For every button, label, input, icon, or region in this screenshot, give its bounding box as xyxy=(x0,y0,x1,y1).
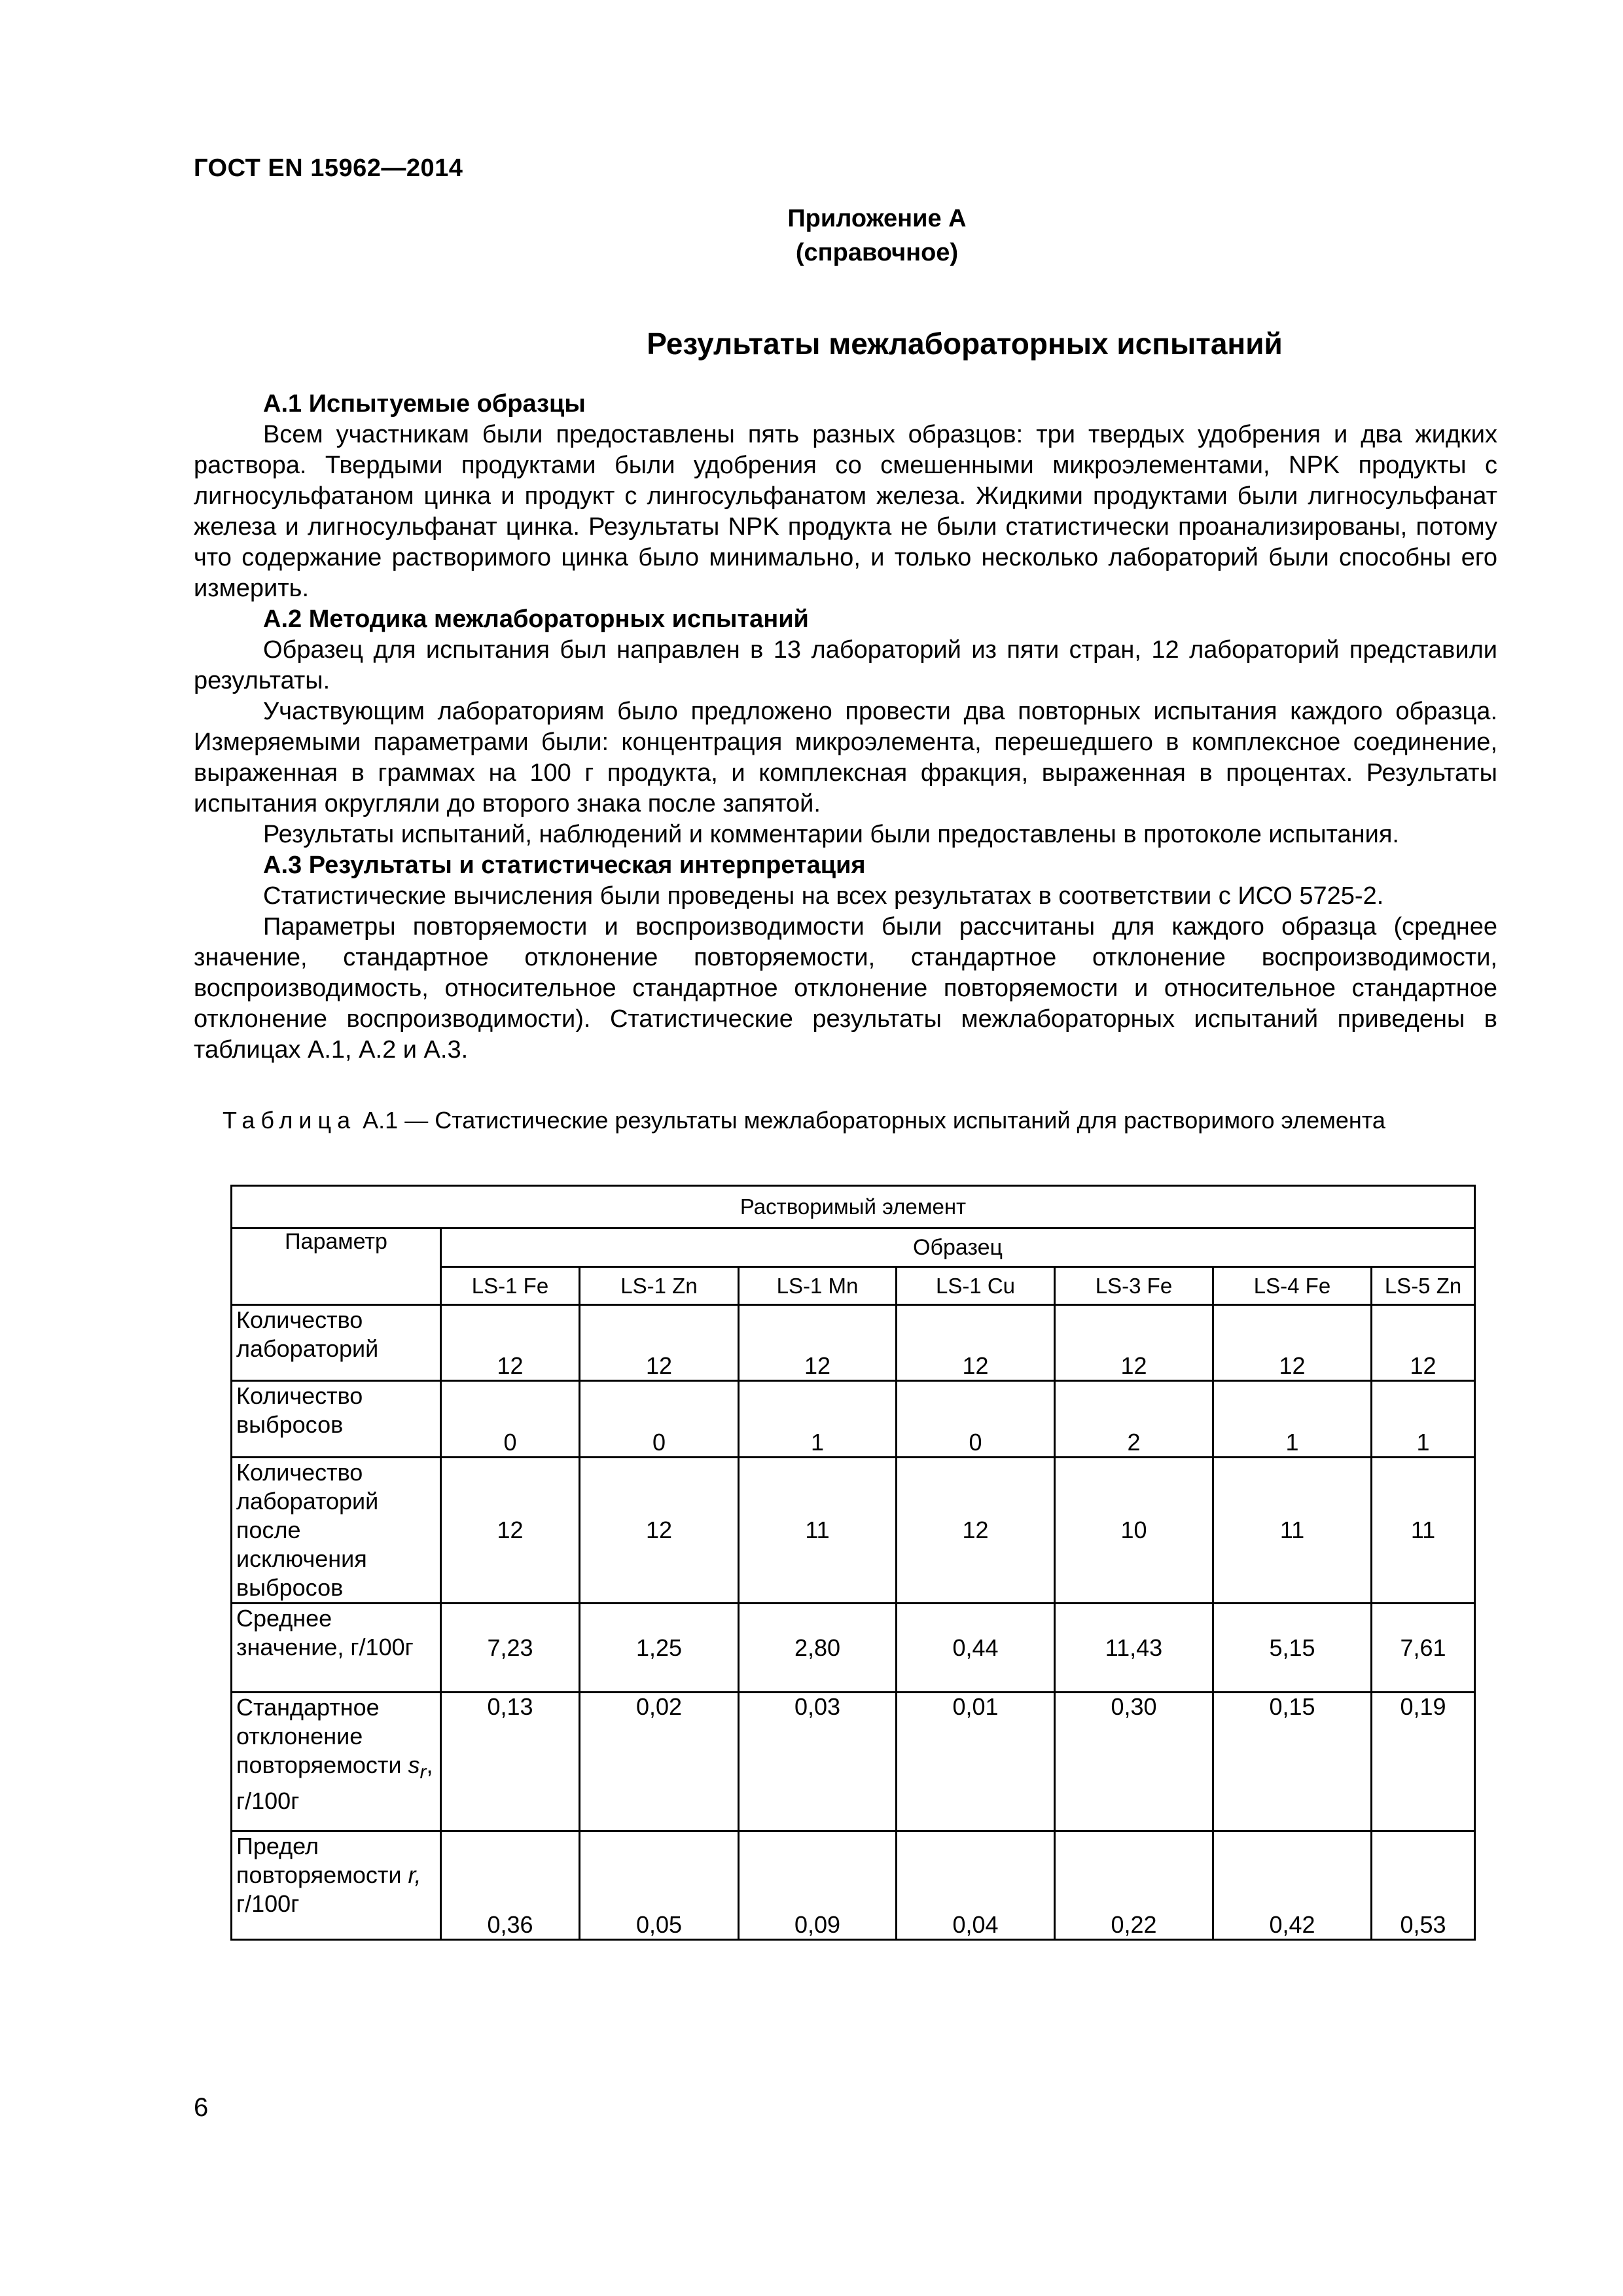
header-sample: Образец xyxy=(441,1229,1475,1267)
table-cell: 0,02 xyxy=(580,1693,739,1831)
column-header: LS-4 Fe xyxy=(1213,1267,1372,1305)
column-header: LS-1 Fe xyxy=(441,1267,580,1305)
section-a3-paragraph-2: Параметры повторяемости и воспроизводимости были рассчитаны для каждого образца (среднее значение, стандартное отклонение повторяемости, стандартное отклонение воспроизводимости, воспроизводимость, относительное стандартное отклонение повторяемости и относительное стандартное отклонение воспроизводимости). Статистические результаты межлабораторных испытаний приведены в таблицах А.1, А.2 и А.3. xyxy=(194,913,1497,1064)
section-a3-heading: А.3 Результаты и статистическая интерпретация xyxy=(263,852,866,879)
table-cell: 11,43 xyxy=(1055,1604,1213,1693)
table-cell: 0,09 xyxy=(739,1831,897,1940)
table-row xyxy=(232,1458,1475,1604)
table-cell: 12 xyxy=(580,1458,739,1604)
column-header: LS-1 Mn xyxy=(739,1267,897,1305)
table-cell: 1,25 xyxy=(580,1604,739,1693)
table-cell: 2 xyxy=(1055,1381,1213,1458)
table-cell: 11 xyxy=(1372,1458,1475,1604)
table-cell: 5,15 xyxy=(1213,1604,1372,1693)
table-row xyxy=(232,1381,1475,1458)
table-cell: 0,04 xyxy=(897,1831,1055,1940)
table-cell: 1 xyxy=(1372,1381,1475,1458)
appendix-title: Приложение А xyxy=(787,205,967,232)
table-row xyxy=(232,1305,1475,1381)
table-header-row-2 xyxy=(232,1229,1475,1267)
row-label: Среднее значение, г/100г xyxy=(232,1604,441,1693)
table-caption-label: Таблица xyxy=(223,1107,357,1134)
table-cell: 0 xyxy=(580,1381,739,1458)
row-label: Количество лабораторий xyxy=(232,1305,441,1381)
appendix-note: (справочное) xyxy=(795,239,959,266)
symbol-r-subscript: r xyxy=(419,1761,427,1784)
main-title: Результаты межлабораторных испытаний xyxy=(647,327,1283,361)
section-a2-paragraph-1: Образец для испытания был направлен в 13 лабораторий из пяти стран, 12 лабораторий представили результаты. xyxy=(194,636,1497,694)
section-a1-heading: А.1 Испытуемые образцы xyxy=(263,390,586,418)
table-cell: 12 xyxy=(739,1305,897,1381)
table-cell: 11 xyxy=(1213,1458,1372,1604)
table-cell: 1 xyxy=(1213,1381,1372,1458)
column-header: LS-1 Zn xyxy=(580,1267,739,1305)
table-cell: 12 xyxy=(580,1305,739,1381)
table-cell: 10 xyxy=(1055,1458,1213,1604)
table-cell: 0,30 xyxy=(1055,1693,1213,1831)
column-header: LS-3 Fe xyxy=(1055,1267,1213,1305)
table-cell: 0,42 xyxy=(1213,1831,1372,1940)
row-label: Количество выбросов xyxy=(232,1381,441,1458)
table-cell: 12 xyxy=(441,1305,580,1381)
table-cell: 12 xyxy=(1055,1305,1213,1381)
table-cell: 0,53 xyxy=(1372,1831,1475,1940)
table-cell: 0,19 xyxy=(1372,1693,1475,1831)
table-cell: 7,23 xyxy=(441,1604,580,1693)
table-cell: 12 xyxy=(1372,1305,1475,1381)
table-cell: 12 xyxy=(897,1305,1055,1381)
appendix-heading xyxy=(681,202,1073,270)
column-header: LS-5 Zn xyxy=(1372,1267,1475,1305)
section-a2-paragraph-2: Участвующим лабораториям было предложено провести два повторных испытания каждого образца. Измеряемыми параметрами были: концентрация микроэлемента, перешедшего в комплексное соединение, выраженная в граммах на 100 г продукта, и комплексная фракция, выраженная в процентах. Результаты испытания округляли до второго знака после запятой. xyxy=(194,698,1497,817)
table-cell: 12 xyxy=(1213,1305,1372,1381)
table-cell: 11 xyxy=(739,1458,897,1604)
section-a1-paragraph-1: Всем участникам были предоставлены пять разных образцов: три твердых удобрения и два жидких раствора. Твердыми продуктами были удобрения со смешенными микроэлементами, NPK продукты с лигносульфатаном цинка и продукт с лингосульфанатом железа. Жидкими продуктами были лигносульфанат железа и лигносульфанат цинка. Результаты NPK продукта не были статистически проанализированы, потому что содержание растворимого цинка было минимально, и только несколько лабораторий были способны его измерить. xyxy=(194,421,1497,602)
table-cell: 2,80 xyxy=(739,1604,897,1693)
row-label: Предел повторяемости r, г/100г xyxy=(232,1831,441,1940)
table-cell: 7,61 xyxy=(1372,1604,1475,1693)
table-cell: 0,05 xyxy=(580,1831,739,1940)
table-caption xyxy=(223,1106,1497,1135)
table-cell: 1 xyxy=(739,1381,897,1458)
column-header: LS-1 Cu xyxy=(897,1267,1055,1305)
table-cell: 0 xyxy=(441,1381,580,1458)
table-cell: 0,44 xyxy=(897,1604,1055,1693)
table-cell: 0,22 xyxy=(1055,1831,1213,1940)
table-row xyxy=(232,1693,1475,1831)
body-text xyxy=(194,389,1497,1066)
table-cell: 0,36 xyxy=(441,1831,580,1940)
symbol-s: s xyxy=(408,1751,420,1778)
table-cell: 0,01 xyxy=(897,1693,1055,1831)
table-cell: 0 xyxy=(897,1381,1055,1458)
section-a2-heading: А.2 Методика межлабораторных испытаний xyxy=(263,605,809,633)
header-soluble-element: Растворимый элемент xyxy=(232,1186,1475,1229)
header-parameter: Параметр xyxy=(232,1229,441,1305)
section-a2-paragraph-3: Результаты испытаний, наблюдений и комментарии были предоставлены в протоколе испытания. xyxy=(263,821,1399,848)
table-row xyxy=(232,1831,1475,1940)
table-cell: 12 xyxy=(441,1458,580,1604)
table-cell: 12 xyxy=(897,1458,1055,1604)
page-number: 6 xyxy=(194,2093,209,2122)
table-caption-text: А.1 — Статистические результаты межлабораторных испытаний для растворимого элемента xyxy=(363,1107,1385,1134)
table-row xyxy=(232,1604,1475,1693)
row-label: Количество лабораторий после исключения выбросов xyxy=(232,1458,441,1604)
table-cell: 0,15 xyxy=(1213,1693,1372,1831)
table-header-row-1 xyxy=(232,1186,1475,1229)
document-code: ГОСТ EN 15962—2014 xyxy=(194,154,463,182)
table-cell: 0,13 xyxy=(441,1693,580,1831)
table-cell: 0,03 xyxy=(739,1693,897,1831)
symbol-r: r, xyxy=(408,1861,421,1888)
row-label: Стандартное отклонение повторяемости $s_r$, г/100г xyxy=(232,1693,441,1831)
results-table xyxy=(230,1185,1476,1941)
section-a3-paragraph-1: Статистические вычисления были проведены на всех результатах в соответствии с ИСО 5725-2. xyxy=(263,882,1384,910)
